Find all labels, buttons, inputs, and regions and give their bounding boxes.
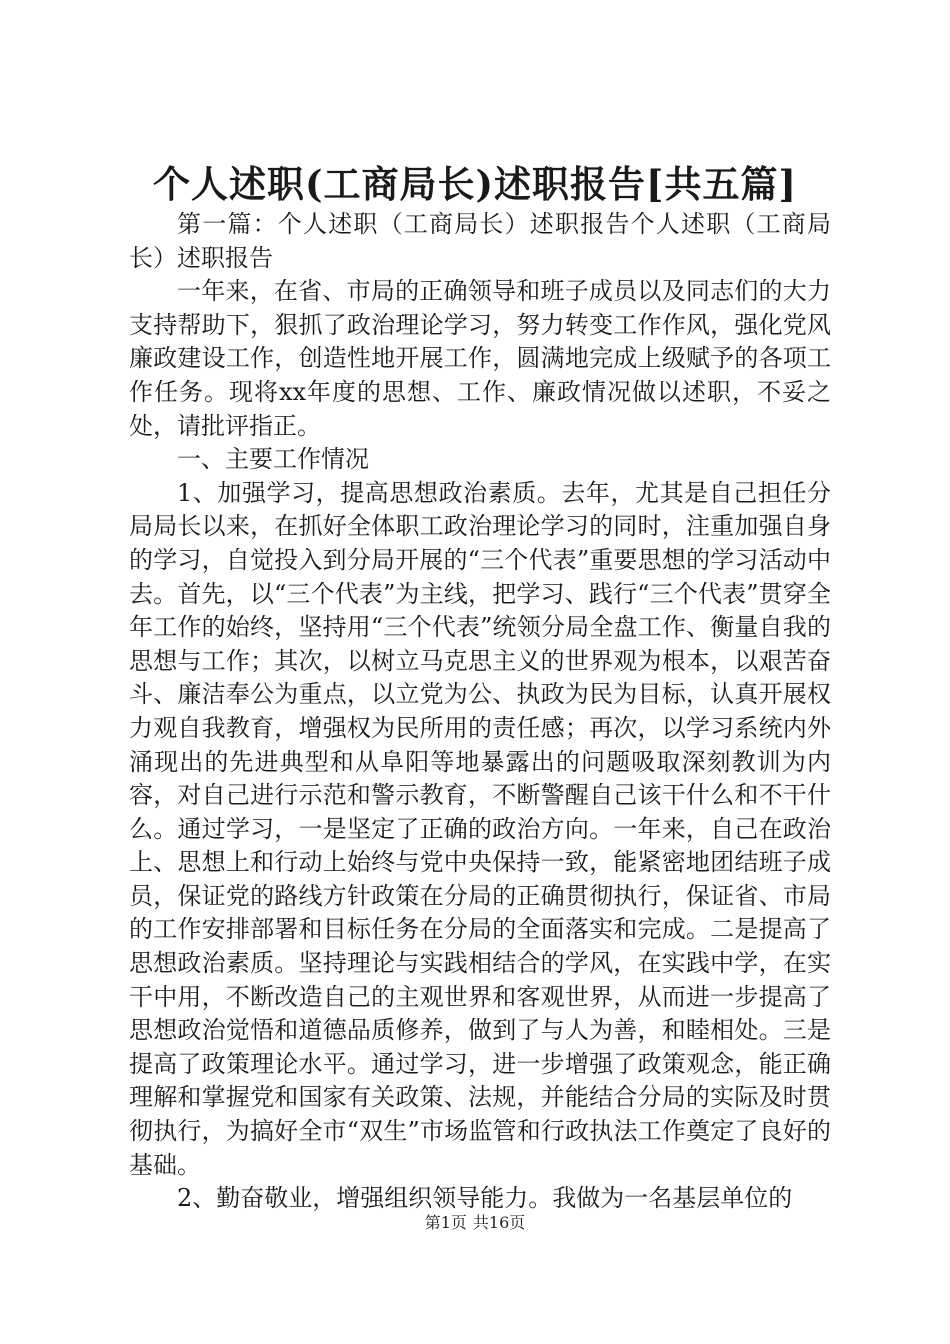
paragraph-diligence: 2、勤奋敬业，增强组织领导能力。我做为一名基层单位的 (177, 1184, 793, 1213)
page-total: 共16页 (472, 1213, 526, 1232)
document-title: 个人述职(工商局长)述职报告[共五篇] (152, 162, 798, 206)
paragraph-heading-part-one: 第一篇：个人述职（工商局长）述职报告个人述职（工商局长）述职报告 (129, 210, 831, 272)
paragraph-intro: 一年来，在省、市局的正确领导和班子成员以及同志们的大力支持帮助下，狠抓了政治理论学习，努力转变工作作风，强化党风廉政建设工作，创造性地开展工作，圆满地完成上级赋予的各项工作任务。现将xx年度的思想、工作、廉政情况做以述职，不妥之处，请批评指正。 (129, 277, 831, 440)
document-body (129, 208, 831, 1216)
paragraph-study: 1、加强学习，提高思想政治素质。去年，尤其是自己担任分局局长以来，在抓好全体职工政治理论学习的同时，注重加强自身的学习，自觉投入到分局开展的“三个代表”重要思想的学习活动中去。首先，以“三个代表”为主线，把学习、践行“三个代表”贯穿全年工作的始终，坚持用“三个代表”统领分局全盘工作、衡量自我的思想与工作；其次，以树立马克思主义的世界观为根本，以艰苦奋斗、廉洁奉公为重点，以立党为公、执政为民为目标，认真开展权力观自我教育，增强权为民所用的责任感；再次，以学习系统内外涌现出的先进典型和从阜阳等地暴露出的问题吸取深刻教训为内容，对自己进行示范和警示教育，不断警醒自己该干什么和不干什么。通过学习，一是坚定了正确的政治方向。一年来，自己在政治上、思想上和行动上始终与党中央保持一致，能紧密地团结班子成员，保证党的路线方针政策在分局的正确贯彻执行，保证省、市局的工作安排部署和目标任务在分局的全面落实和完成。二是提高了思想政治素质。坚持理论与实践相结合的学风，在实践中学，在实干中用，不断改造自己的主观世界和客观世界，从而进一步提高了思想政治觉悟和道德品质修养，做到了与人为善，和睦相处。三是提高了政策理论水平。通过学习，进一步增强了政策观念，能正确理解和掌握党和国家有关政策、法规，并能结合分局的实际及时贯彻执行，为搞好全市“双生”市场监管和行政执法工作奠定了良好的基础。 (129, 478, 831, 1179)
page-footer (0, 1212, 950, 1234)
section-heading-main-work: 一、主要工作情况 (177, 445, 369, 474)
page-number: 第1页 (424, 1213, 467, 1232)
